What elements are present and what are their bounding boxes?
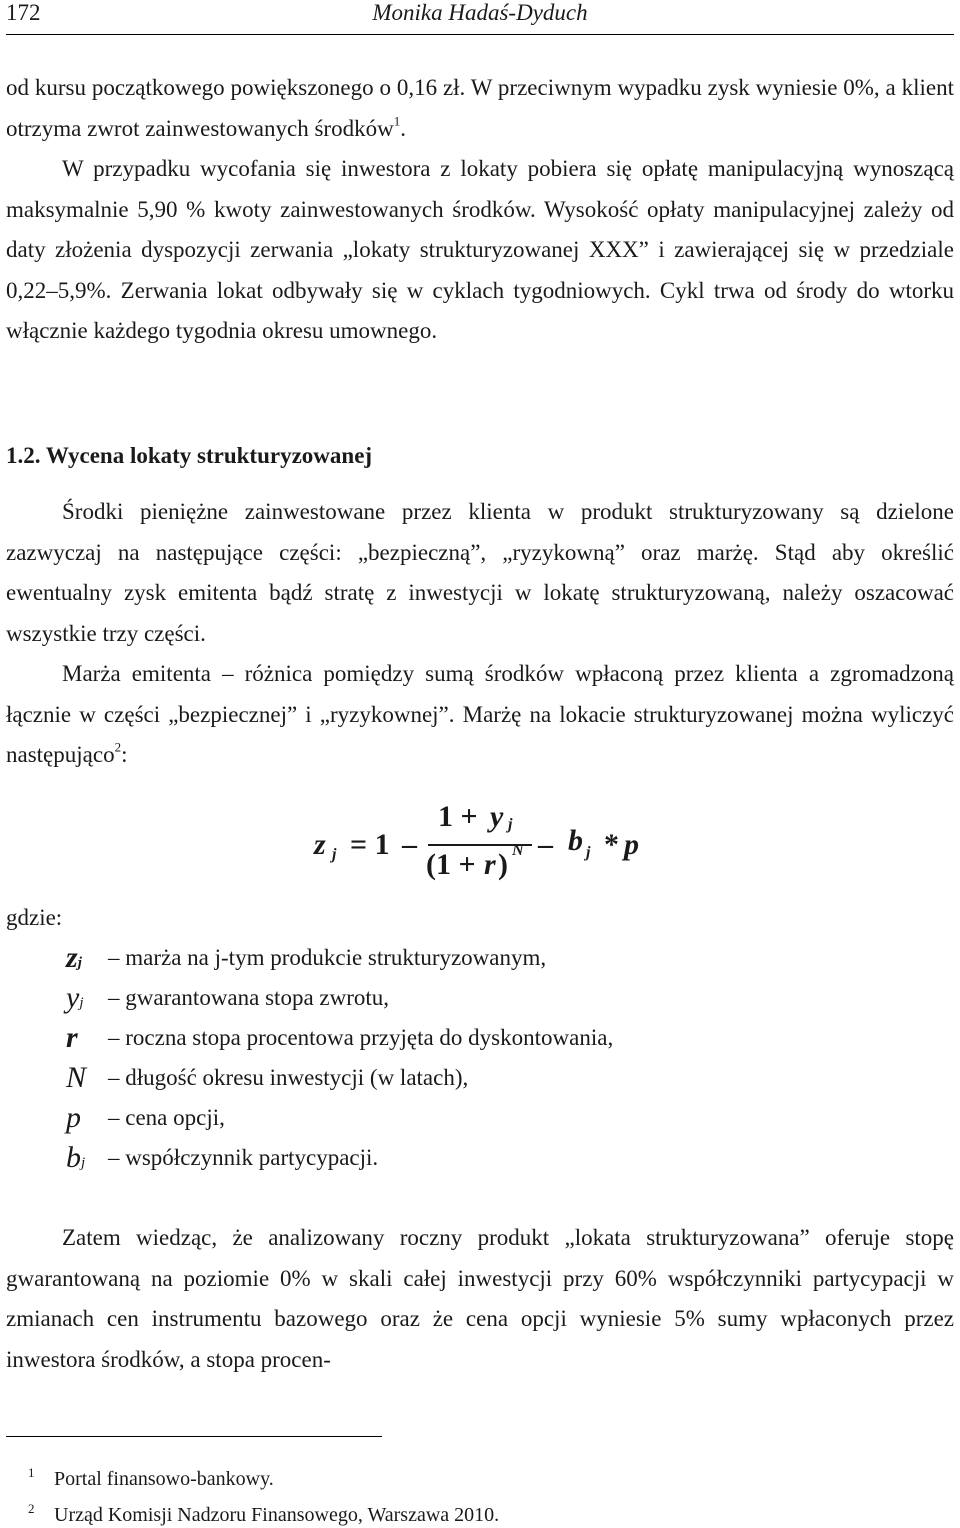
formula-exponent-n: N: [512, 842, 524, 859]
body-text-bottom: [6, 1218, 954, 1380]
legend-symbol-letter: p: [66, 1101, 81, 1134]
legend-description: – marża na j-tym produkcie strukturyzowanym,: [108, 945, 547, 970]
footnote-mark: 2: [28, 1501, 35, 1516]
body-text-middle: [6, 492, 954, 776]
legend-symbol-letter: z: [66, 941, 78, 974]
formula-equals-one: = 1: [350, 828, 390, 861]
header-rule: [6, 34, 954, 35]
legend-symbol-letter: r: [66, 1021, 78, 1054]
formula-denominator-r: r: [484, 848, 496, 881]
paragraph-2: W przypadku wycofania się inwestora z lokaty pobiera się opłatę manipulacyjną wynoszącą maksymalnie 5,90 % kwoty zainwestowanych środków. Wysokość opłaty manipulacyjnej zależy od daty złożenia dyspozycji zerwania „lokaty strukturyzowanej XXX” i zawierającej się w przedziale 0,22–5,9%. Zerwania lokat odbywały się w cyklach tygodniowych. Cykl trwa od środy do wtorku włącznie każdego tygodnia okresu umownego.: [6, 156, 954, 343]
legend-symbol-letter: b: [66, 1141, 81, 1174]
formula-denominator: (1 +: [426, 848, 476, 881]
footnote-rule: [6, 1436, 382, 1437]
paragraph-3: Środki pieniężne zainwestowane przez klienta w produkt strukturyzowany są dzielone zazwyczaj na następujące części: „bezpieczną”, „ryzykowną” oraz marżę. Stąd aby określić ewentualny zysk emitenta bądź stratę z inwestycji w lokatę strukturyzowaną, należy oszacować wszystkie trzy części.: [6, 499, 954, 646]
legend-description: – cena opcji,: [108, 1105, 225, 1130]
formula-numerator-sub: j: [508, 816, 513, 833]
legend-symbol-letter: y: [66, 981, 80, 1014]
footnote-ref-2: 2: [114, 739, 122, 755]
formula-minus-1: –: [402, 828, 417, 861]
footnote-2: [6, 1496, 499, 1528]
legend-description: – gwarantowana stopa zwrotu,: [108, 985, 390, 1010]
formula-minus-2: –: [538, 828, 553, 861]
legend-symbol-sub: j: [81, 1155, 86, 1171]
footnote-mark: 1: [28, 1465, 35, 1480]
legend-symbol-letter: N: [66, 1061, 87, 1094]
legend-description: – współczynnik partycypacji.: [108, 1145, 379, 1170]
paragraph-1-text: od kursu początkowego powiększonego o 0,16 zł. W przeciwnym wypadku zysk wyniesie 0%, a klient otrzyma zwrot zainwestowanych środków: [6, 75, 954, 141]
margin-formula: [314, 800, 654, 890]
paragraph-5: Zatem wiedząc, że analizowany roczny produkt „lokata strukturyzowana” oferuje stopę gwarantowaną na poziomie 0% w skali całej inwestycji przy 60% współczynniki partycypacji w zmianach cen instrumentu bazowego oraz że cena opcji wyniesie 5% sumy wpłaconych przez inwestora środków, a stopa procen-: [6, 1225, 954, 1372]
legend-description: – roczna stopa procentowa przyjęta do dyskontowania,: [108, 1025, 614, 1050]
page-header: [6, 0, 954, 34]
legend-row: [62, 1058, 942, 1098]
legend-row: [62, 938, 942, 978]
legend-symbol-sub: j: [77, 955, 82, 971]
legend-row: [62, 978, 942, 1018]
paragraph-1: [6, 68, 954, 149]
formula-denominator-close: ): [498, 848, 508, 881]
footnote-ref-1: 1: [393, 113, 401, 129]
legend-row: [62, 1018, 942, 1058]
page-number: 172: [6, 0, 41, 25]
footnote-1: [6, 1460, 274, 1492]
body-text-top: [6, 68, 954, 352]
legend-row: [62, 1098, 942, 1138]
running-head-author: Monika Hadaś-Dyduch: [372, 0, 588, 25]
formula-z-sub: j: [332, 846, 337, 863]
formula-numerator-y: y: [490, 800, 504, 833]
paragraph-4: [6, 654, 954, 776]
section-heading: 1.2. Wycena lokaty strukturyzowanej: [6, 443, 373, 468]
formula-b-sub: j: [586, 844, 591, 861]
paragraph-4-text: Marża emitenta – różnica pomiędzy sumą środków wpłaconą przez klienta a zgromadzoną łącznie w części „bezpiecznej” i „ryzykownej”. Marżę na lokacie strukturyzowanej można wyliczyć następująco: [6, 661, 954, 767]
formula-z: z: [314, 828, 326, 861]
formula-p: p: [624, 828, 639, 861]
legend-row: [62, 1138, 942, 1178]
paragraph-4-end: :: [121, 742, 128, 767]
formula-star: *: [604, 828, 619, 861]
where-label: gdzie:: [6, 905, 63, 930]
formula-b: b: [568, 824, 583, 857]
paragraph-1-end: .: [400, 115, 406, 141]
legend-symbol-sub: j: [79, 995, 84, 1011]
legend-description: – długość okresu inwestycji (w latach),: [108, 1065, 469, 1090]
formula-numerator: 1 +: [438, 800, 478, 833]
footnote-text: Portal finansowo-bankowy.: [54, 1467, 274, 1490]
footnote-text: Urząd Komisji Nadzoru Finansowego, Warszawa 2010.: [54, 1503, 500, 1526]
